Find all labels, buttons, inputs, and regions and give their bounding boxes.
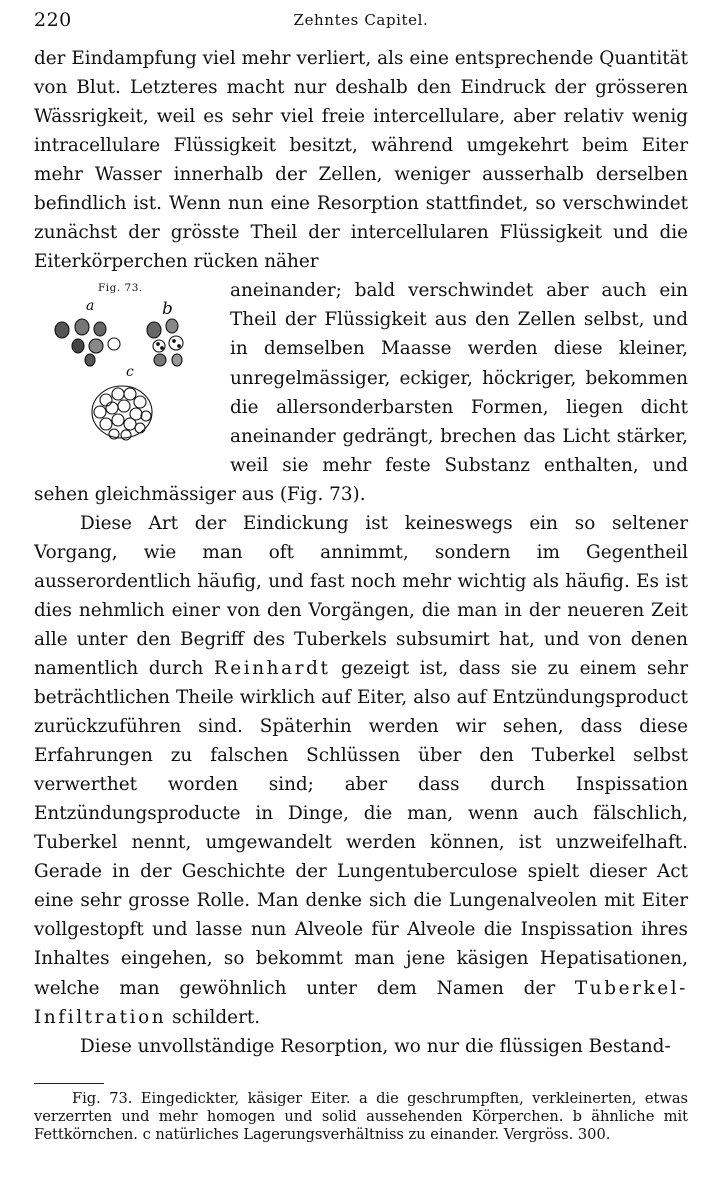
term-tuberkel-infiltration: Tuberkel-Infiltration: [34, 977, 688, 1028]
group-b-fat-granule-cells: [147, 319, 183, 366]
body-text: [34, 44, 688, 1061]
book-page: [34, 0, 688, 1200]
figure-73-illustration: [34, 296, 224, 466]
figure-letter-a: a: [86, 298, 95, 315]
running-head: Zehntes Capitel.: [293, 11, 429, 29]
footnote-label: Fig. 73.: [72, 1089, 133, 1107]
page-header: [34, 0, 688, 44]
figure-label: Fig. 73.: [98, 282, 143, 295]
footnote-text: Eingedickter, käsiger Eiter. a die geschrumpften, verkleinerten, etwas verzerrten und mehr homogen und solid aussehenden Körperchen. b ähnliche mit Fettkörnchen. c natürliches Lagerungsverhältniss zu einander. Vergröss. 300.: [34, 1089, 689, 1143]
author-name-reinhardt: Reinhardt: [213, 657, 331, 679]
paragraph-1-text-beside-figure: aneinander; bald verschwindet aber auch ein Theil der Flüssigkeit aus den Zellen selbst, und in demselben Maasse werden diese kleiner, unregelmässiger, eckiger, höckriger, bekommen die allersonderbarsten Formen, liegen dicht aneinander gedrängt, brechen das Licht stärker, weil sie mehr feste Substanz enthalten, und sehen gleichmässiger aus (Fig. 73).: [34, 280, 688, 505]
paragraph-3-text: Diese unvollständige Resorption, wo nur die flüssigen Bestand-: [80, 1035, 671, 1057]
paragraph-2: [34, 509, 688, 1032]
paragraph-2-part-1: Diese Art der Eindickung ist keineswegs ein so seltener Vorgang, wie man oft annimmt, sondern im Gegentheil ausserordentlich häufig, und fast noch mehr wichtig als häufig. Es ist dies nehmlich einer von den Vorgängen, die man in der neueren Zeit alle unter den Begriff des Tuberkels subsumirt hat, und von denen namentlich durch: [34, 512, 688, 679]
paragraph-1-text-before-figure: der Eindampfung viel mehr verliert, als eine entsprechende Quantität von Blut. Letzteres macht nur deshalb den Eindruck der grösseren Wässrigkeit, weil es sehr viel freie intercellulare, aber relativ wenig intracellulare Flüssigkeit besitzt, während umgekehrt beim Eiter mehr Wasser innerhalb der Zellen, weniger ausserhalb derselben befindlich ist. Wenn nun eine Resorption stattfindet, so verschwindet zunächst der grösste Theil der intercellularen Flüssigkeit und die Eiterkörperchen rücken näher: [34, 48, 688, 273]
paragraph-1: [34, 44, 688, 276]
group-a-shrunken-cells: [55, 319, 120, 366]
figure-73: [34, 278, 224, 474]
paragraph-3: [34, 1032, 688, 1061]
paragraph-2-part-3: schildert.: [166, 1006, 261, 1028]
figure-letter-c: c: [126, 364, 134, 381]
footnote-divider: [34, 1083, 104, 1084]
page-number: 220: [34, 9, 72, 31]
footnote: [34, 1090, 688, 1144]
figure-letter-b: b: [162, 299, 173, 320]
paragraph-2-part-2: gezeigt ist, dass sie zu einem sehr beträchtlichen Theile wirklich auf Eiter, also auf Entzündungsproduct zurückzuführen sind. Späterhin werden wir sehen, dass diese Erfahrungen zu falschen Schlüssen über den Tuberkel selbst verwerthet worden sind; aber dass durch Inspissation Entzündungsproducte in Dinge, die man, wenn auch fälschlich, Tuberkel nennt, umgewandelt werden können, ist unzweifelhaft. Gerade in der Geschichte der Lungentuberculose spielt dieser Act eine sehr grosse Rolle. Man denke sich die Lungenalveolen mit Eiter vollgestopft und lasse nun Alveole für Alveole die Inspissation ihres Inhaltes eingehen, so bekommt man jene käsigen Hepatisationen, welche man gewöhnlich unter dem Namen der: [34, 657, 688, 999]
group-c-clustered-cells: [92, 386, 152, 440]
